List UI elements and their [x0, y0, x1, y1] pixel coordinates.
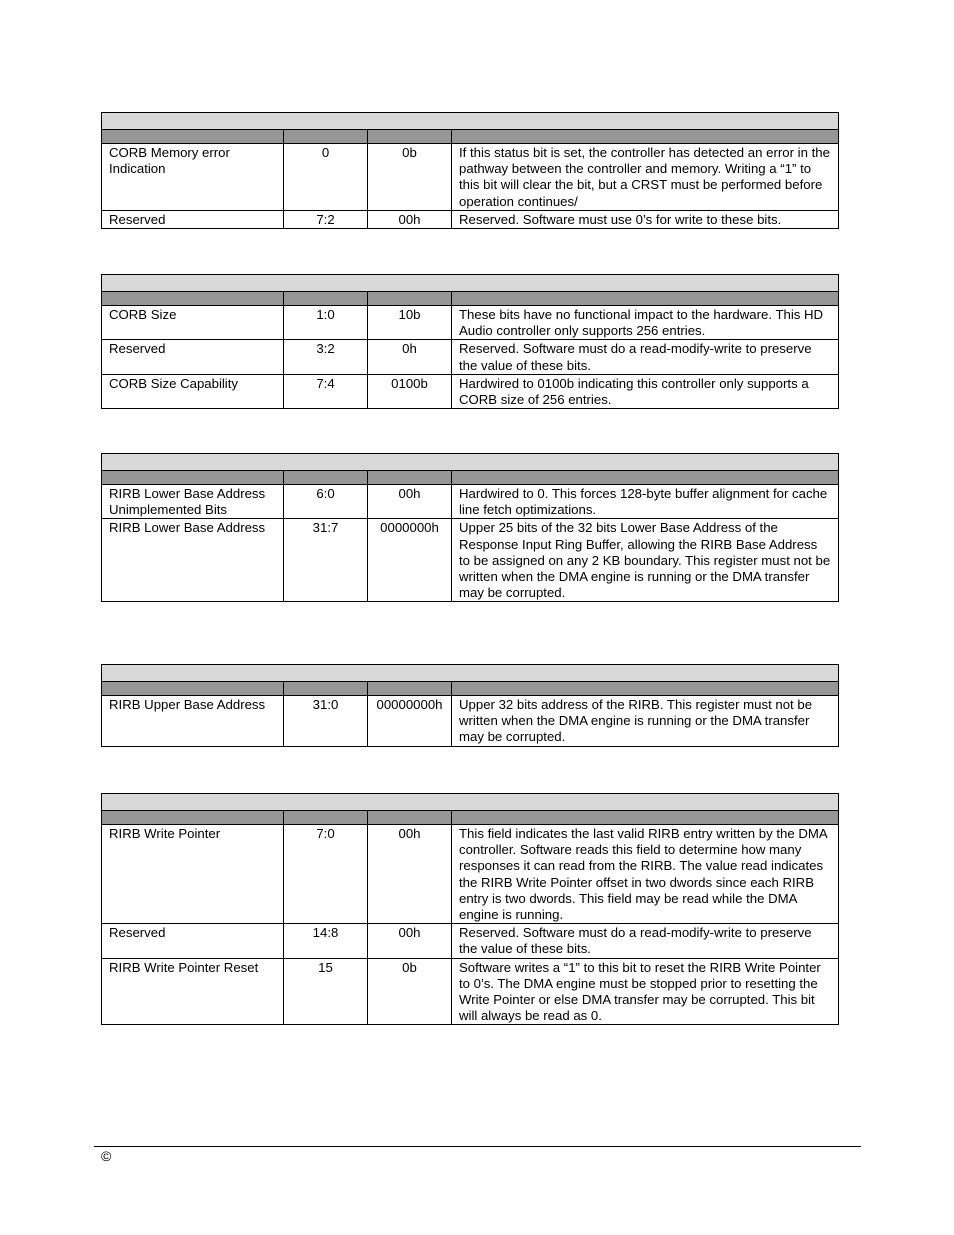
register-table-1	[101, 112, 839, 229]
default-value: 0h	[368, 340, 452, 374]
table-column-header	[102, 682, 839, 696]
description: Software writes a “1” to this bit to reset the RIRB Write Pointer to 0’s. The DMA engine must be stopped prior to resetting the Write Pointer or else DMA transfer may be corrupted. This bit will always be read as 0.	[452, 958, 839, 1025]
table-title-bar	[102, 454, 839, 471]
table-row	[102, 306, 839, 340]
field-name: Reserved	[102, 340, 284, 374]
table-row	[102, 958, 839, 1025]
field-name: Reserved	[102, 924, 284, 958]
bit-range: 7:4	[284, 374, 368, 408]
table-row	[102, 519, 839, 602]
field-name: Reserved	[102, 210, 284, 228]
field-name: RIRB Lower Base Address	[102, 519, 284, 602]
field-name: RIRB Upper Base Address	[102, 696, 284, 747]
field-name: RIRB Lower Base Address Unimplemented Bits	[102, 485, 284, 519]
default-value: 00000000h	[368, 696, 452, 747]
default-value: 00h	[368, 210, 452, 228]
bit-range: 0	[284, 144, 368, 211]
default-value: 00h	[368, 485, 452, 519]
table-title-bar	[102, 113, 839, 130]
field-name: CORB Size	[102, 306, 284, 340]
description: Hardwired to 0100b indicating this controller only supports a CORB size of 256 entries.	[452, 374, 839, 408]
table-title-bar	[102, 665, 839, 682]
description: Hardwired to 0. This forces 128-byte buffer alignment for cache line fetch optimizations.	[452, 485, 839, 519]
default-value: 0b	[368, 958, 452, 1025]
description: Reserved. Software must use 0’s for write to these bits.	[452, 210, 839, 228]
table-column-header	[102, 471, 839, 485]
default-value: 0b	[368, 144, 452, 211]
register-table-2	[101, 274, 839, 409]
default-value: 10b	[368, 306, 452, 340]
table-column-header	[102, 292, 839, 306]
description: Reserved. Software must do a read-modify-write to preserve the value of these bits.	[452, 340, 839, 374]
copyright-symbol: ©	[101, 1148, 112, 1164]
bit-range: 7:2	[284, 210, 368, 228]
table-row	[102, 825, 839, 924]
bit-range: 1:0	[284, 306, 368, 340]
bit-range: 14:8	[284, 924, 368, 958]
bit-range: 3:2	[284, 340, 368, 374]
footer-divider	[94, 1146, 861, 1147]
table-column-header	[102, 130, 839, 144]
register-table-3	[101, 453, 839, 602]
table-row	[102, 340, 839, 374]
description: If this status bit is set, the controller has detected an error in the pathway between the controller and memory. Writing a “1” to this bit will clear the bit, but a CRST must be performed before operation continues/	[452, 144, 839, 211]
table-row	[102, 696, 839, 747]
description: Upper 25 bits of the 32 bits Lower Base Address of the Response Input Ring Buffer, allowing the RIRB Base Address to be assigned on any 2 KB boundary. This register must not be written when the DMA engine is running or the DMA transfer may be corrupted.	[452, 519, 839, 602]
table-column-header	[102, 811, 839, 825]
description: Upper 32 bits address of the RIRB. This register must not be written when the DMA engine is running or the DMA transfer may be corrupted.	[452, 696, 839, 747]
table-row	[102, 485, 839, 519]
bit-range: 7:0	[284, 825, 368, 924]
description: This field indicates the last valid RIRB entry written by the DMA controller. Software reads this field to determine how many responses it can read from the RIRB. The value read indicates the RIRB Write Pointer offset in two dwords since each RIRB entry is two dwords. This field may be read while the DMA engine is running.	[452, 825, 839, 924]
table-row	[102, 924, 839, 958]
register-table-5	[101, 793, 839, 1025]
table-title-bar	[102, 275, 839, 292]
table-row	[102, 144, 839, 211]
field-name: CORB Memory error Indication	[102, 144, 284, 211]
default-value: 00h	[368, 825, 452, 924]
table-row	[102, 374, 839, 408]
bit-range: 15	[284, 958, 368, 1025]
field-name: RIRB Write Pointer Reset	[102, 958, 284, 1025]
description: These bits have no functional impact to the hardware. This HD Audio controller only supports 256 entries.	[452, 306, 839, 340]
field-name: RIRB Write Pointer	[102, 825, 284, 924]
table-row	[102, 210, 839, 228]
register-table-4	[101, 664, 839, 747]
description: Reserved. Software must do a read-modify-write to preserve the value of these bits.	[452, 924, 839, 958]
default-value: 00h	[368, 924, 452, 958]
bit-range: 31:0	[284, 696, 368, 747]
default-value: 0000000h	[368, 519, 452, 602]
default-value: 0100b	[368, 374, 452, 408]
bit-range: 6:0	[284, 485, 368, 519]
field-name: CORB Size Capability	[102, 374, 284, 408]
table-title-bar	[102, 794, 839, 811]
bit-range: 31:7	[284, 519, 368, 602]
